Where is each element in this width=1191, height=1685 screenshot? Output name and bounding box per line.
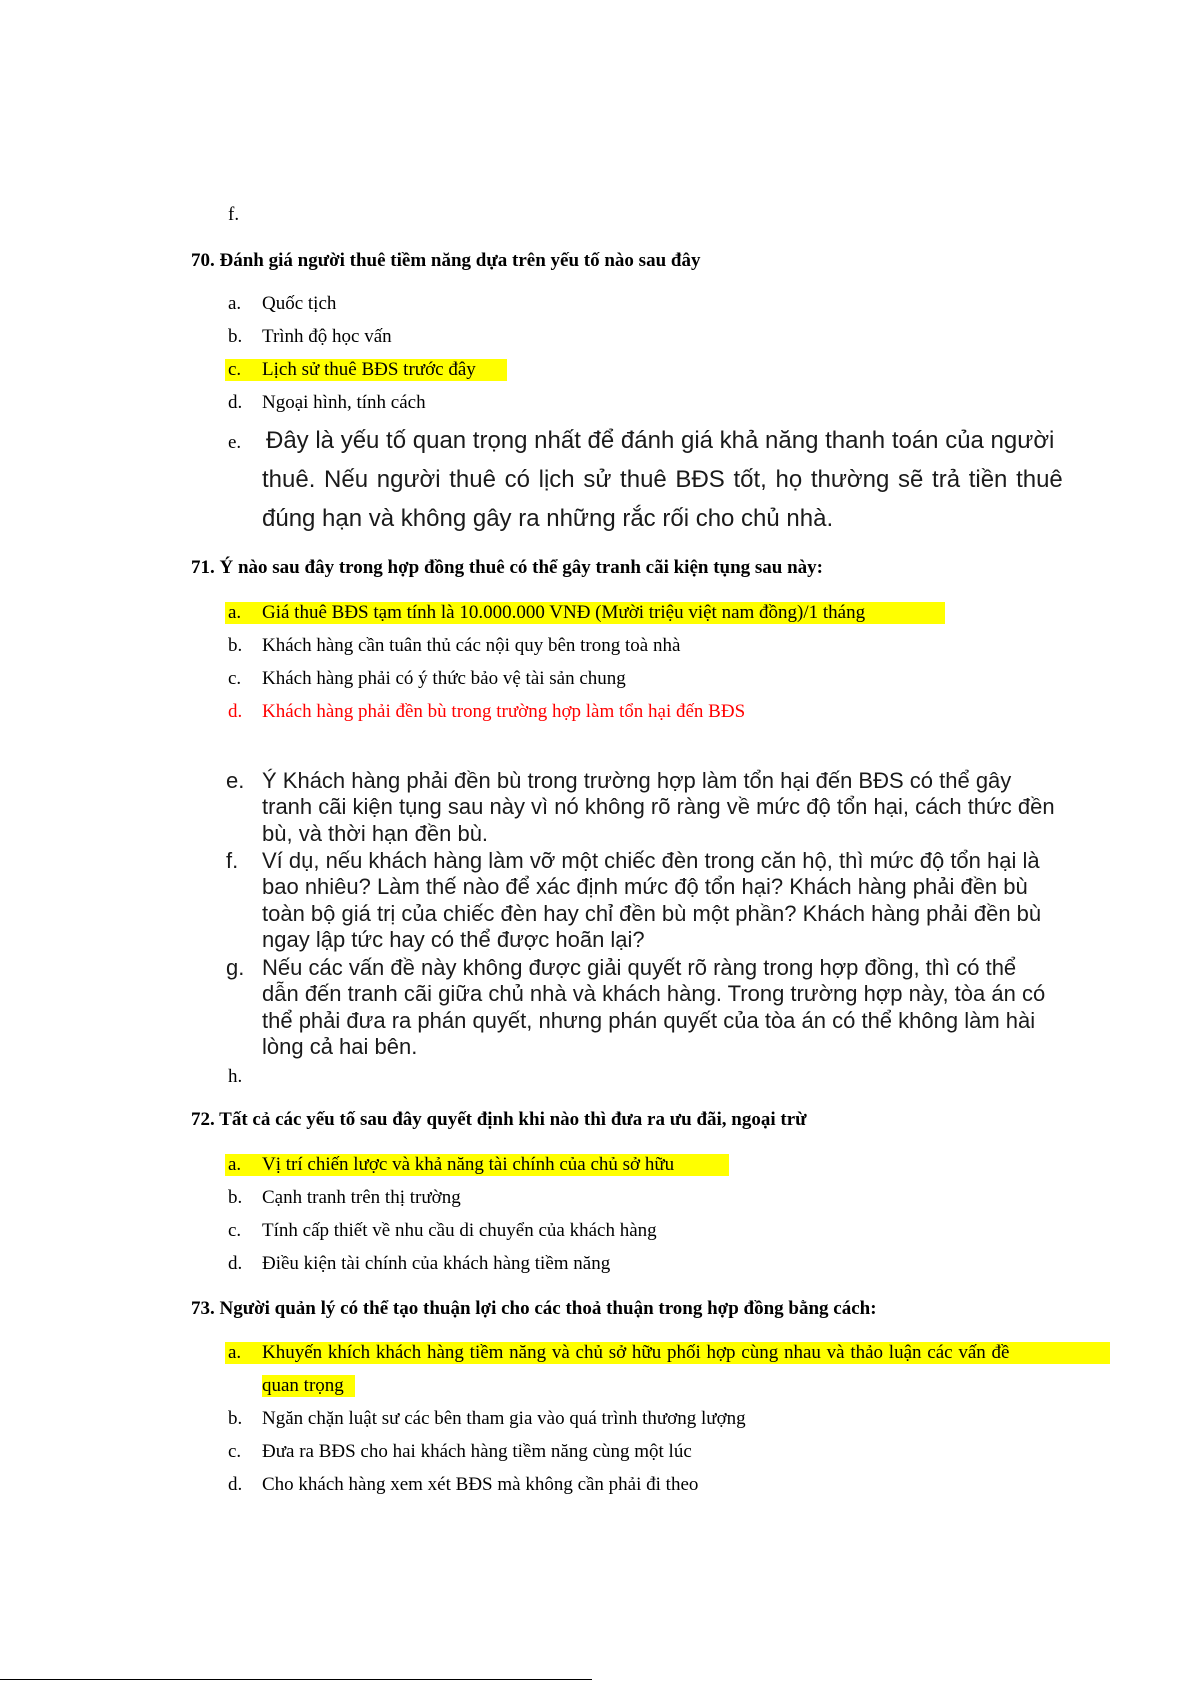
explanation-letter: e.	[226, 768, 245, 793]
option-text: Đưa ra BĐS cho hai khách hàng tiềm năng cùng một lúc	[262, 1441, 692, 1462]
option-letter: d.	[228, 1474, 243, 1495]
option-letter: a.	[228, 1154, 242, 1175]
option-text-marked-red: Khách hàng phải đền bù trong trường hợp làm tổn hại đến BĐS	[262, 701, 746, 722]
answer-explanation-line: Đây là yếu tố quan trọng nhất để đánh giá khả năng thanh toán của người	[266, 427, 1055, 454]
option-text: Ngăn chặn luật sư các bên tham gia vào quá trình thương lượng	[262, 1408, 746, 1429]
option-text: Vị trí chiến lược và khả năng tài chính của chủ sở hữu	[262, 1154, 675, 1175]
explanation-line: lòng cả hai bên.	[262, 1034, 418, 1059]
answer-explanation-line: đúng hạn và không gây ra những rắc rối cho chủ nhà.	[262, 505, 834, 532]
option-text: Khách hàng cần tuân thủ các nội quy bên trong toà nhà	[262, 635, 681, 656]
option-letter: d.	[228, 701, 243, 722]
explanation-line: ngay lập tức hay có thể được hoãn lại?	[262, 927, 645, 952]
correct-answer-highlight	[225, 359, 507, 381]
explanation-letter: g.	[226, 955, 245, 980]
explanation-line: Nếu các vấn đề này không được giải quyết rõ ràng trong hợp đồng, thì có thể	[262, 955, 1017, 980]
question-73-title: 73. Người quản lý có thể tạo thuận lợi cho các thoả thuận trong hợp đồng bằng cách:	[191, 1298, 877, 1319]
option-letter: b.	[228, 1187, 243, 1208]
option-letter: c.	[228, 1441, 242, 1462]
option-letter: c.	[228, 359, 242, 380]
question-70-title: 70. Đánh giá người thuê tiềm năng dựa trên yếu tố nào sau đây	[191, 250, 701, 271]
explanation-line: thể phải đưa ra phán quyết, nhưng phán quyết của tòa án có thể không làm hài	[262, 1008, 1036, 1033]
correct-answer-highlight	[225, 1342, 1110, 1364]
explanation-letter: f.	[226, 848, 239, 873]
option-letter: a.	[228, 293, 242, 314]
option-letter: a.	[228, 602, 242, 623]
explanation-line: dẫn đến tranh cãi giữa chủ nhà và khách hàng. Trong trường hợp này, tòa án có	[262, 981, 1046, 1006]
option-text: Điều kiện tài chính của khách hàng tiềm năng	[262, 1253, 611, 1274]
explanation-line: tranh cãi kiện tụng sau này vì nó không rõ ràng về mức độ tổn hại, cách thức đền	[262, 794, 1055, 819]
option-text-continuation: quan trọng	[262, 1375, 355, 1397]
option-text: Giá thuê BĐS tạm tính là 10.000.000 VNĐ (Mười triệu việt nam đồng)/1 tháng	[262, 602, 866, 623]
answer-explanation-line: thuê. Nếu người thuê có lịch sử thuê BĐS tốt, họ thường sẽ trả tiền thuê	[262, 466, 1063, 493]
option-letter: b.	[228, 635, 243, 656]
question-71-title: 71. Ý nào sau đây trong hợp đồng thuê có thể gây tranh cãi kiện tụng sau này:	[191, 557, 824, 578]
option-letter: a.	[228, 1342, 242, 1363]
correct-answer-highlight	[225, 1154, 729, 1176]
option-text: Khuyến khích khách hàng tiềm năng và chủ sở hữu phối hợp cùng nhau và thảo luận các vấn đề	[262, 1342, 1010, 1363]
explanation-line: Ví dụ, nếu khách hàng làm vỡ một chiếc đèn trong căn hộ, thì mức độ tổn hại là	[262, 848, 1040, 873]
option-letter: b.	[228, 326, 243, 347]
explanation-line: toàn bộ giá trị của chiếc đèn hay chỉ đền bù một phần? Khách hàng phải đền bù	[262, 901, 1042, 926]
list-letter: h.	[228, 1066, 243, 1087]
option-text: Ngoại hình, tính cách	[262, 392, 426, 413]
option-letter: c.	[228, 1220, 242, 1241]
correct-answer-highlight	[225, 602, 945, 624]
option-letter: b.	[228, 1408, 243, 1429]
footnote-divider	[0, 1679, 592, 1680]
question-72-title: 72. Tất cả các yếu tố sau đây quyết định khi nào thì đưa ra ưu đãi, ngoại trừ	[191, 1109, 807, 1130]
option-text: Cho khách hàng xem xét BĐS mà không cần phải đi theo	[262, 1474, 699, 1495]
note-letter: e.	[228, 432, 242, 453]
list-letter: f.	[228, 204, 240, 225]
option-text: Tính cấp thiết về nhu cầu di chuyển của khách hàng	[262, 1220, 657, 1241]
option-letter: d.	[228, 1253, 243, 1274]
explanation-line: bù, và thời hạn đền bù.	[262, 821, 489, 846]
option-text: Trình độ học vấn	[262, 326, 392, 347]
option-letter: d.	[228, 392, 243, 413]
explanation-line: bao nhiêu? Làm thế nào để xác định mức độ tổn hại? Khách hàng phải đền bù	[262, 874, 1028, 899]
option-text: Lịch sử thuê BĐS trước đây	[262, 359, 476, 380]
option-text: Khách hàng phải có ý thức bảo vệ tài sản chung	[262, 668, 626, 689]
explanation-line: Ý Khách hàng phải đền bù trong trường hợp làm tổn hại đến BĐS có thể gây	[262, 768, 1012, 793]
option-text: Quốc tịch	[262, 293, 337, 314]
option-text: Cạnh tranh trên thị trường	[262, 1187, 461, 1208]
option-letter: c.	[228, 668, 242, 689]
